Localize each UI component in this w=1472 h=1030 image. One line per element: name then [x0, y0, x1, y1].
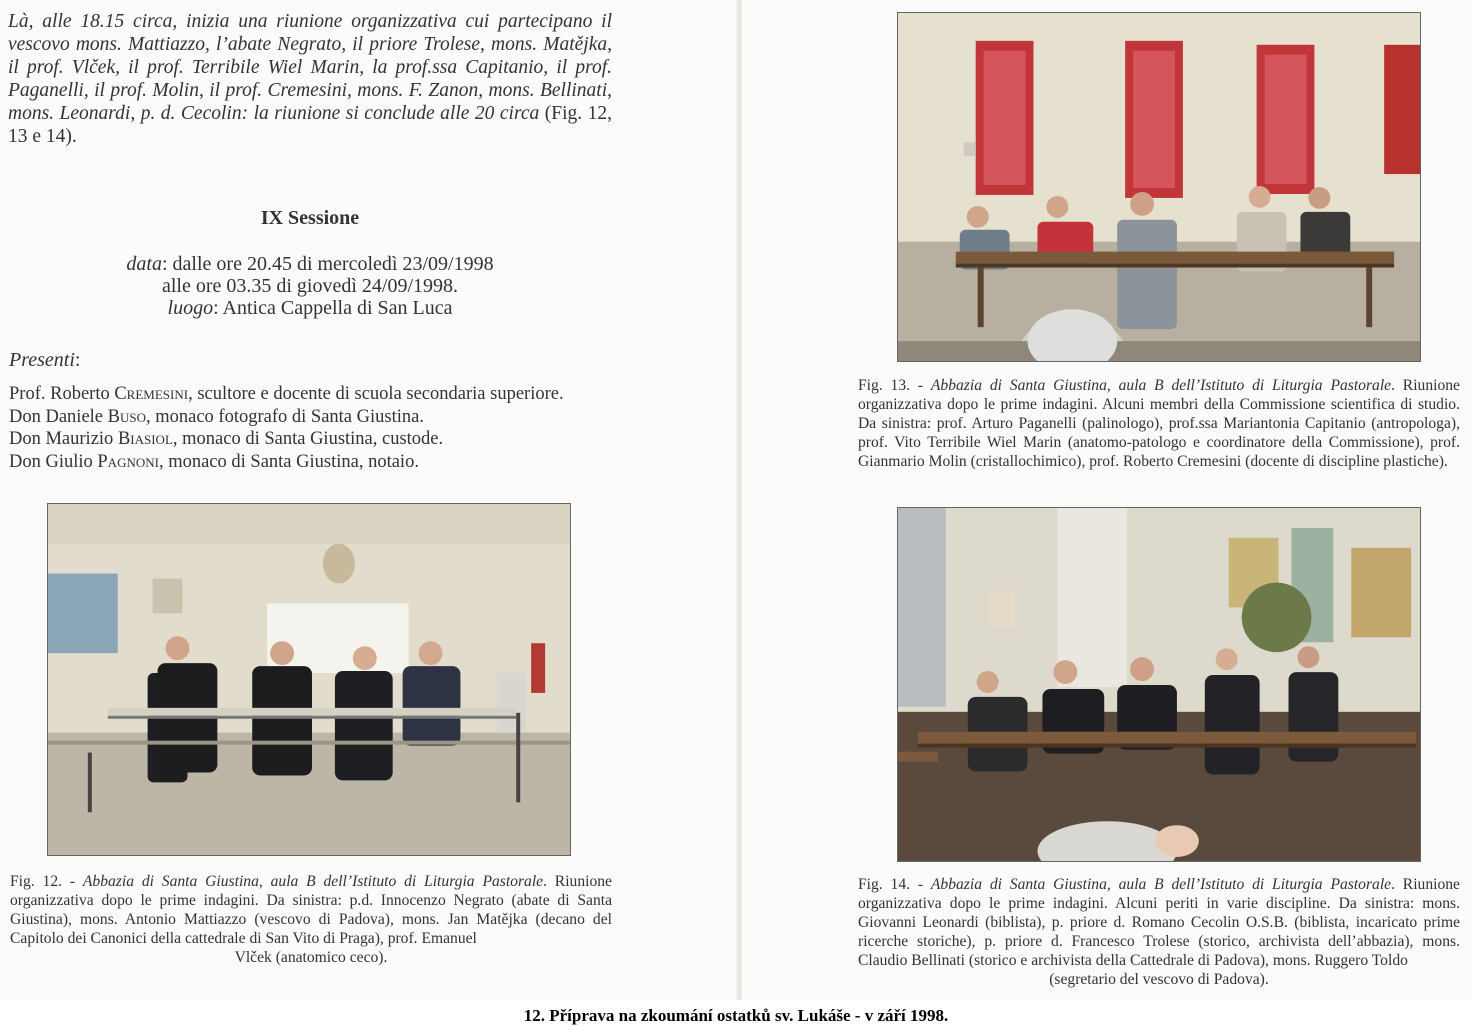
presenti-heading	[9, 349, 80, 372]
caption-number: Fig. 12. -	[10, 873, 83, 890]
presenti-list	[9, 383, 629, 473]
caption-number: Fig. 14. -	[858, 876, 931, 893]
person-role: , scultore e docente di scuola secondaria superiore.	[188, 384, 564, 404]
session-title: IX Sessione	[260, 207, 360, 229]
meeting-photo-illustration	[48, 504, 570, 855]
meeting-photo-illustration	[898, 13, 1420, 361]
page-footer-caption: 12. Příprava na zkoumání ostatků sv. Lukáše - v září 1998.	[523, 1006, 949, 1025]
caption-title: Abbazia di Santa Giustina, aula B dell’Istituto di Liturgia Pastorale	[82, 873, 544, 890]
photo-fig-13	[897, 12, 1421, 362]
person-prefix: Don Maurizio	[9, 429, 118, 449]
intro-paragraph	[8, 10, 612, 148]
caption-title: Abbazia di Santa Giustina, aula B dell’Istituto di Liturgia Pastorale	[930, 377, 1392, 394]
caption-fig-14	[858, 875, 1460, 989]
session-info	[0, 253, 620, 319]
person-surname: Buso	[107, 406, 146, 427]
person-surname: Cremesini	[114, 384, 189, 404]
person-role: , monaco di Santa Giustina, notaio.	[158, 451, 419, 472]
session-place-label: luogo	[167, 297, 214, 319]
presenti-label: Presenti	[9, 349, 75, 371]
caption-fig-13	[858, 376, 1460, 471]
caption-number: Fig. 13. -	[858, 377, 931, 394]
presenti-colon: :	[74, 349, 81, 371]
session-place-line	[0, 297, 620, 319]
caption-last-line: Vlček (anatomico ceco).	[234, 949, 388, 966]
session-place-value: : Antica Cappella di San Luca	[213, 297, 453, 319]
session-date-value: : dalle ore 20.45 di mercoledì 23/09/1998	[161, 253, 494, 275]
caption-body: . Riunione organizzativa dopo le prime indagini. Alcuni membri della Commissione scientifica di studio. Da sinistra: prof. Arturo Paganelli (palinologo), prof.ssa Mariantonia Capitanio (antropologa), prof. Vito Terribile Wiel Marin (anatomo-patologo e coordinatore della Commissione), prof. Gianmario Molin (cristallochimico), prof. Roberto Cremesini (docente di discipline plastiche).	[858, 377, 1460, 470]
person-prefix: Don Daniele	[9, 406, 108, 427]
session-date-line-2: alle ore 03.35 di giovedì 24/09/1998.	[161, 275, 459, 297]
person-prefix: Prof. Roberto	[9, 384, 115, 404]
caption-body: . Riunione organizzativa dopo le prime indagini. Da sinistra: p.d. Innocenzo Negrato (abate di Santa Giustina), mons. Antonio Mattiazzo (vescovo di Padova), mons. Jan Matějka (decano del Capitolo dei Canonici della cattedrale di San Vito di Praga), prof. Emanuel	[10, 873, 612, 947]
session-date-line	[0, 253, 620, 275]
person-role: , monaco fotografo di Santa Giustina.	[146, 406, 424, 427]
list-item	[9, 406, 629, 429]
photo-fig-14	[897, 507, 1421, 862]
list-item	[9, 383, 629, 406]
list-item	[9, 428, 629, 451]
caption-title: Abbazia di Santa Giustina, aula B dell’Istituto di Liturgia Pastorale	[930, 876, 1392, 893]
intro-figure-reference: (Fig. 12, 13 e 14).	[8, 103, 612, 147]
caption-last-line: (segretario del vescovo di Padova).	[1049, 971, 1269, 988]
person-prefix: Don Giulio	[9, 451, 98, 472]
caption-fig-12	[10, 872, 612, 967]
person-surname: Biasiol	[117, 429, 173, 449]
meeting-photo-illustration	[898, 508, 1420, 861]
person-role: , monaco di Santa Giustina, custode.	[172, 429, 444, 449]
session-date-label: data	[126, 253, 162, 275]
caption-body: . Riunione organizzativa dopo le prime indagini. Alcuni periti in varie discipline. Da sinistra: mons. Giovanni Leonardi (biblista), p. priore d. Romano Cecolin O.S.B. (biblista, incaricato prime ricerche storiche), p. priore d. Francesco Trolese (storico, archivista dell’abbazia), mons. Claudio Bellinati (storico e archivista della Cattedrale di Padova), mons. Ruggero Toldo	[858, 876, 1460, 969]
intro-text: Là, alle 18.15 circa, inizia una riunione organizzativa cui partecipano il vescovo mons. Mattiazzo, l’abate Negrato, il priore Trolese, mons. Matějka, il prof. Vlček, il prof. Terribile Wiel Marin, la prof.ssa Capitanio, il prof. Paganelli, il prof. Molin, il prof. Cremesini, mons. F. Zanon, mons. Bellinati, mons. Leonardi, p. d. Cecolin: la riunione si conclude alle 20 circa	[8, 11, 612, 124]
list-item	[9, 451, 629, 474]
photo-fig-12	[47, 503, 571, 856]
person-surname: Pagnoni	[97, 451, 159, 472]
